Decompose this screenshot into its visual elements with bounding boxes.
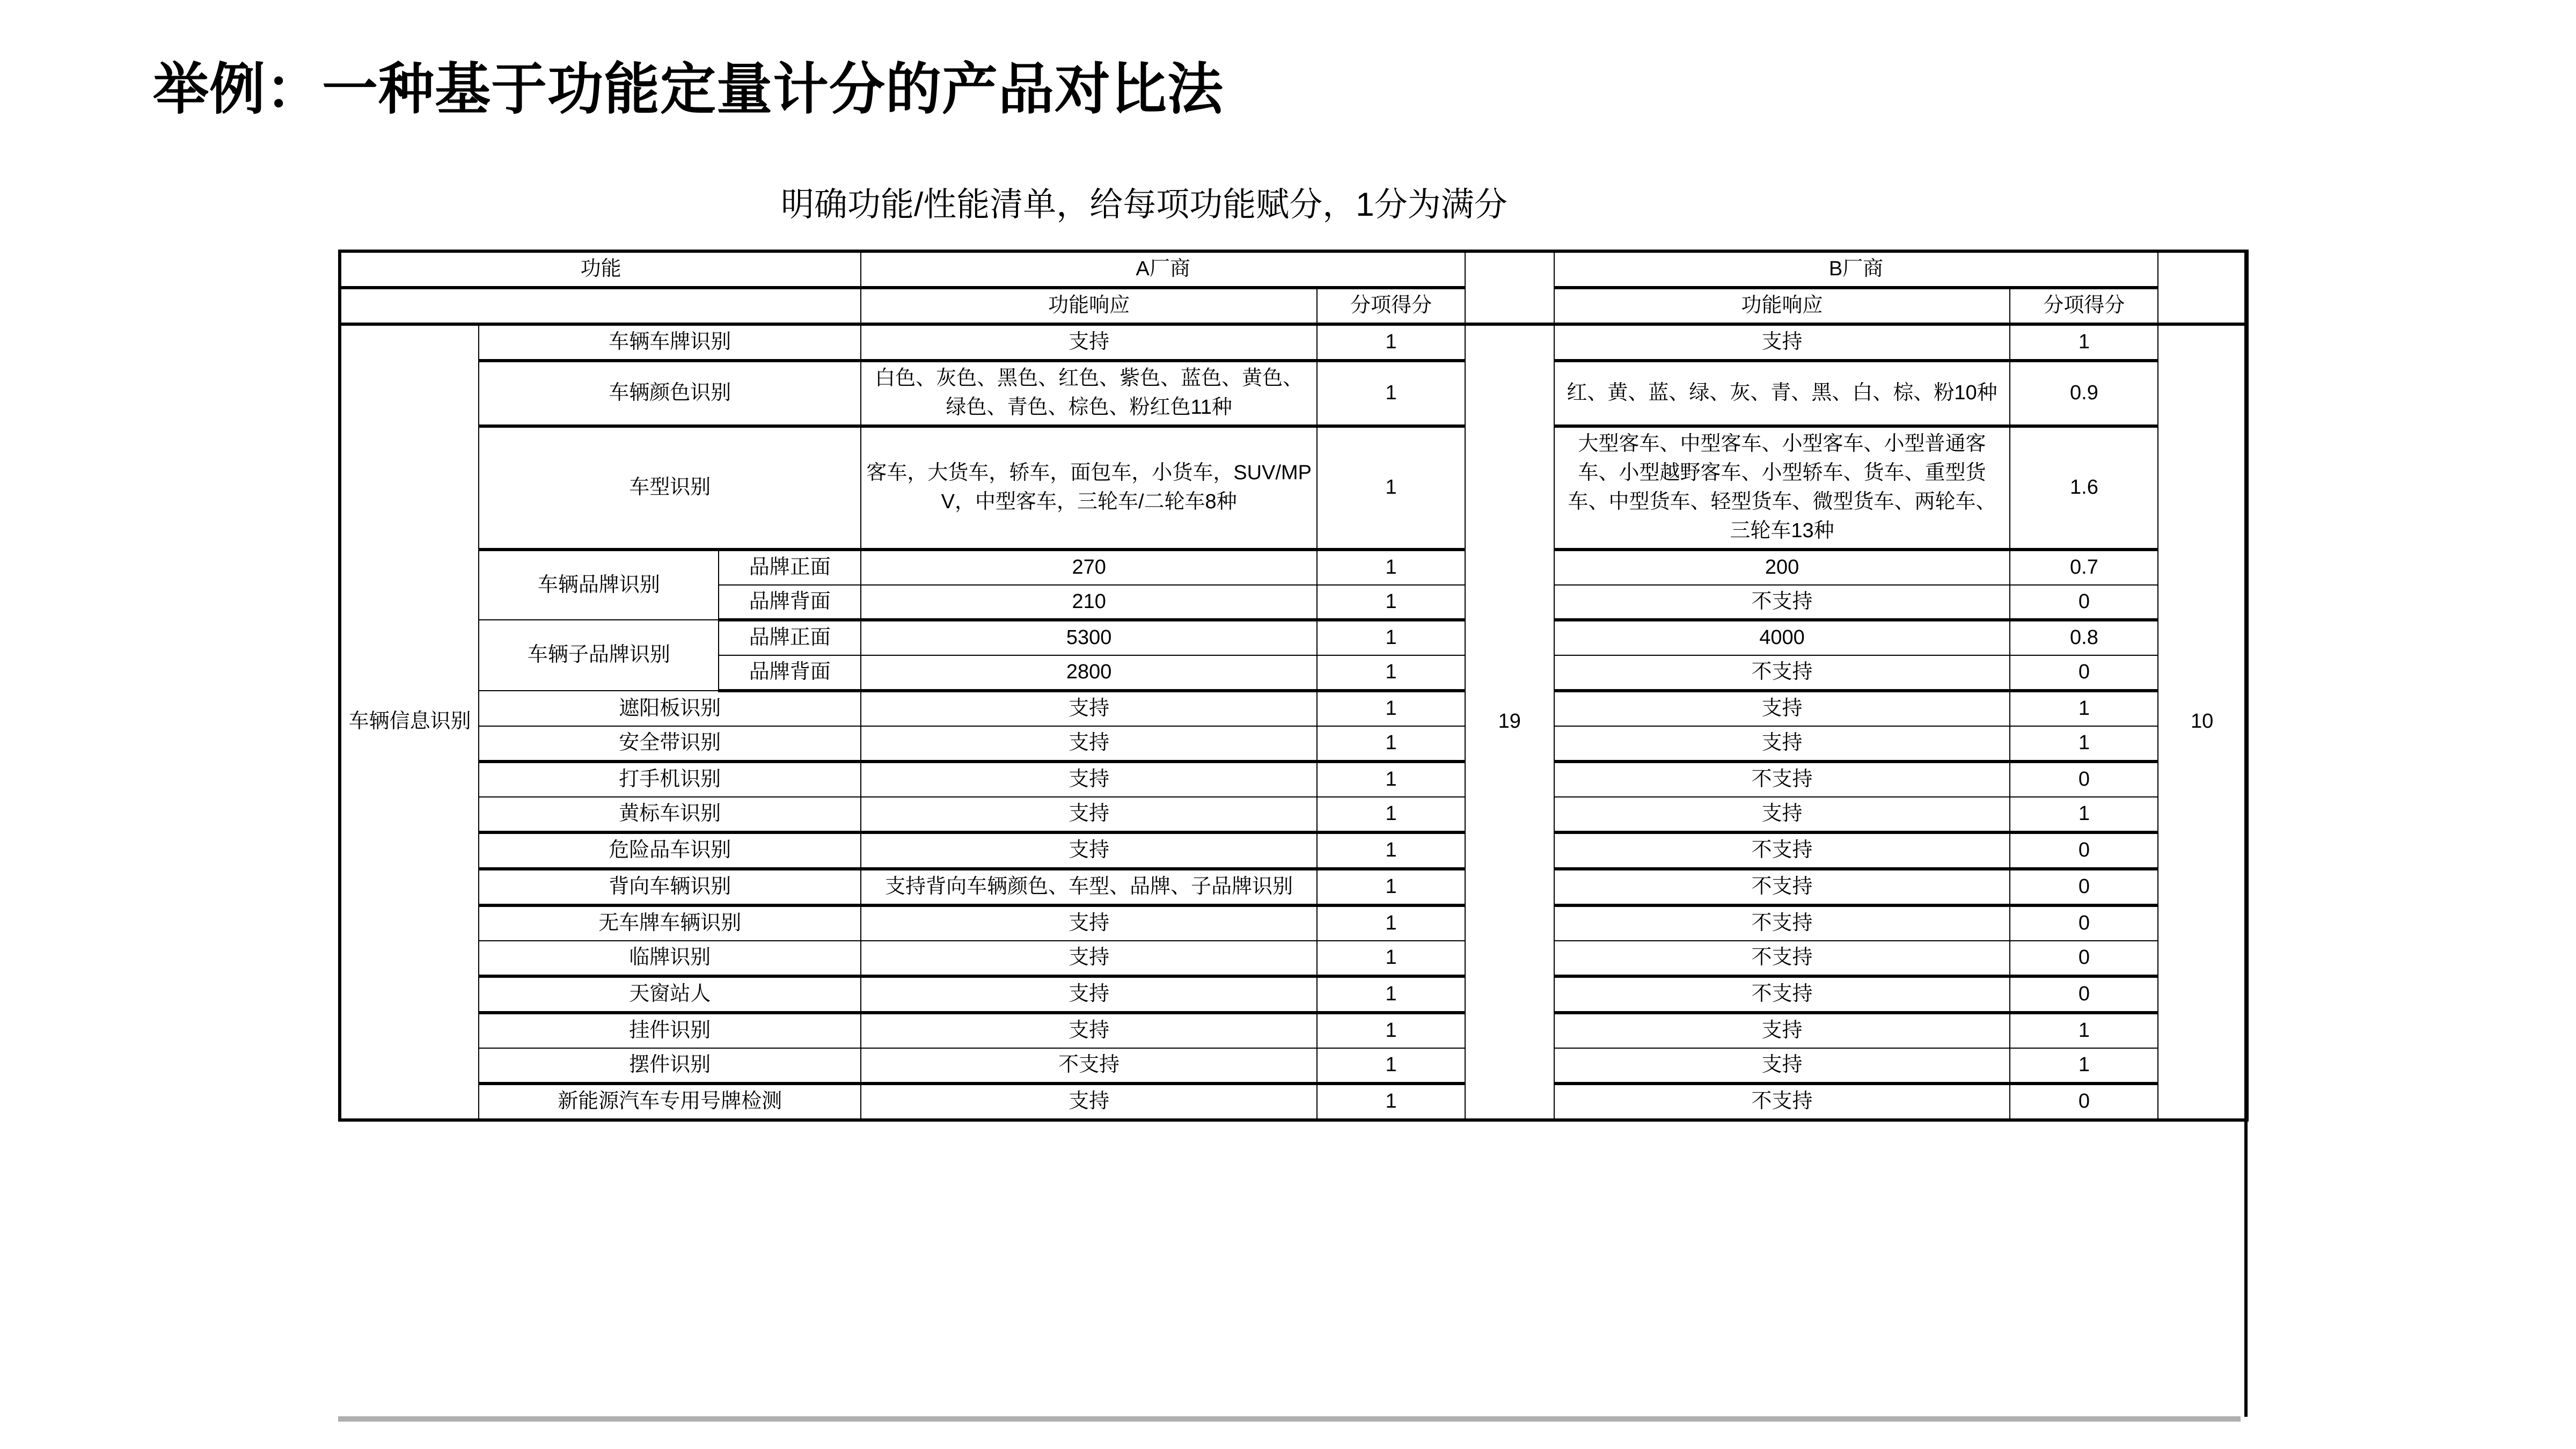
vendor-b-item-score: 0.8 xyxy=(2010,620,2158,655)
feature-name: 车辆子品牌识别 xyxy=(479,620,719,691)
vendor-b-response: 支持 xyxy=(1554,1013,2010,1048)
vendor-b-response: 不支持 xyxy=(1554,905,2010,941)
vendor-b-response: 大型客车、中型客车、小型客车、小型普通客车、小型越野客车、小型轿车、货车、重型货车、中型货车、轻型货车、微型货车、两轮车、三轮车13种 xyxy=(1554,426,2010,550)
page-title: 举例：一种基于功能定量计分的产品对比法 xyxy=(153,58,1224,121)
vendor-a-response: 支持 xyxy=(861,976,1317,1013)
feature-name: 挂件识别 xyxy=(479,1013,861,1048)
vendor-b-item-score: 1.6 xyxy=(2010,426,2158,550)
vendor-b-item-score: 1 xyxy=(2010,797,2158,832)
vendor-b-item-score: 1 xyxy=(2010,726,2158,762)
feature-name: 天窗站人 xyxy=(479,976,861,1013)
header-function: 功能 xyxy=(340,251,861,288)
table-row xyxy=(340,762,2247,797)
table-row xyxy=(340,797,2247,832)
vendor-b-item-score: 1 xyxy=(2010,324,2158,361)
vendor-b-total-score: 10 xyxy=(2158,324,2247,1120)
vendor-b-item-score: 0.7 xyxy=(2010,550,2158,585)
vendor-b-response: 不支持 xyxy=(1554,1084,2010,1120)
table-row xyxy=(340,691,2247,726)
vendor-b-item-score: 0 xyxy=(2010,585,2158,620)
vendor-b-response: 不支持 xyxy=(1554,941,2010,976)
header-spacer-b-total xyxy=(2158,251,2247,324)
vendor-a-item-score: 1 xyxy=(1317,905,1465,941)
table-row xyxy=(340,832,2247,869)
vendor-a-item-score: 1 xyxy=(1317,869,1465,905)
table-row xyxy=(340,361,2247,426)
comparison-table xyxy=(338,250,2249,1122)
feature-sub-label: 品牌背面 xyxy=(719,585,861,620)
feature-name: 车辆车牌识别 xyxy=(479,324,861,361)
vendor-a-item-score: 1 xyxy=(1317,762,1465,797)
vendor-b-item-score: 0 xyxy=(2010,762,2158,797)
feature-name: 无车牌车辆识别 xyxy=(479,905,861,941)
vendor-b-response: 200 xyxy=(1554,550,2010,585)
vendor-b-response: 红、黄、蓝、绿、灰、青、黑、白、棕、粉10种 xyxy=(1554,361,2010,426)
vendor-a-response: 支持 xyxy=(861,762,1317,797)
vendor-b-response: 不支持 xyxy=(1554,655,2010,691)
comparison-table-wrapper xyxy=(338,250,2249,1122)
vendor-a-response: 210 xyxy=(861,585,1317,620)
vendor-a-item-score: 1 xyxy=(1317,655,1465,691)
vendor-a-response: 支持 xyxy=(861,1084,1317,1120)
vendor-b-item-score: 1 xyxy=(2010,1013,2158,1048)
vendor-b-response: 支持 xyxy=(1554,797,2010,832)
feature-sub-label: 品牌背面 xyxy=(719,655,861,691)
feature-name: 背向车辆识别 xyxy=(479,869,861,905)
feature-name: 新能源汽车专用号牌检测 xyxy=(479,1084,861,1120)
header-spacer-a-total xyxy=(1465,251,1554,324)
table-row xyxy=(340,726,2247,762)
vendor-b-item-score: 0 xyxy=(2010,869,2158,905)
vendor-a-response: 支持 xyxy=(861,941,1317,976)
vendor-a-response: 2800 xyxy=(861,655,1317,691)
header-item-score-a: 分项得分 xyxy=(1317,288,1465,324)
vendor-a-item-score: 1 xyxy=(1317,426,1465,550)
table-row xyxy=(340,324,2247,361)
vendor-a-item-score: 1 xyxy=(1317,620,1465,655)
feature-sub-label: 品牌正面 xyxy=(719,550,861,585)
vendor-b-response: 4000 xyxy=(1554,620,2010,655)
vendor-b-response: 不支持 xyxy=(1554,762,2010,797)
table-header-sub xyxy=(340,288,2247,324)
feature-name: 遮阳板识别 xyxy=(479,691,861,726)
feature-name: 车型识别 xyxy=(479,426,861,550)
table-header-top xyxy=(340,251,2247,288)
vendor-b-item-score: 1 xyxy=(2010,1048,2158,1084)
feature-name: 摆件识别 xyxy=(479,1048,861,1084)
vendor-a-response: 支持 xyxy=(861,324,1317,361)
vendor-a-response: 支持背向车辆颜色、车型、品牌、子品牌识别 xyxy=(861,869,1317,905)
header-function-sub xyxy=(340,288,861,324)
table-row xyxy=(340,905,2247,941)
table-row xyxy=(340,941,2247,976)
feature-name: 危险品车识别 xyxy=(479,832,861,869)
vendor-b-item-score: 0 xyxy=(2010,1084,2158,1120)
table-row xyxy=(340,1013,2247,1048)
vendor-b-item-score: 0 xyxy=(2010,655,2158,691)
table-right-edge xyxy=(2244,250,2248,1417)
vendor-a-response: 支持 xyxy=(861,905,1317,941)
feature-sub-label: 品牌正面 xyxy=(719,620,861,655)
vendor-a-response: 支持 xyxy=(861,1013,1317,1048)
feature-name: 临牌识别 xyxy=(479,941,861,976)
vendor-a-response: 客车，大货车，轿车，面包车，小货车，SUV/MPV，中型客车，三轮车/二轮车8种 xyxy=(861,426,1317,550)
vendor-a-item-score: 1 xyxy=(1317,550,1465,585)
vendor-a-response: 白色、灰色、黑色、红色、紫色、蓝色、黄色、绿色、青色、棕色、粉红色11种 xyxy=(861,361,1317,426)
vendor-a-item-score: 1 xyxy=(1317,941,1465,976)
table-row xyxy=(340,426,2247,550)
vendor-b-response: 支持 xyxy=(1554,1048,2010,1084)
vendor-a-item-score: 1 xyxy=(1317,832,1465,869)
vendor-a-response: 5300 xyxy=(861,620,1317,655)
vendor-b-response: 不支持 xyxy=(1554,585,2010,620)
feature-name: 车辆品牌识别 xyxy=(479,550,719,620)
header-vendor-b: B厂商 xyxy=(1554,251,2158,288)
table-row xyxy=(340,550,2247,585)
vendor-b-response: 不支持 xyxy=(1554,832,2010,869)
vendor-b-item-score: 1 xyxy=(2010,691,2158,726)
vendor-b-item-score: 0 xyxy=(2010,941,2158,976)
slide-subtitle: 明确功能/性能清单，给每项功能赋分，1分为满分 xyxy=(781,186,1507,223)
vendor-b-item-score: 0 xyxy=(2010,976,2158,1013)
vendor-a-item-score: 1 xyxy=(1317,1013,1465,1048)
vendor-a-item-score: 1 xyxy=(1317,324,1465,361)
vendor-a-item-score: 1 xyxy=(1317,1048,1465,1084)
vendor-a-response: 270 xyxy=(861,550,1317,585)
vendor-a-item-score: 1 xyxy=(1317,691,1465,726)
vendor-a-item-score: 1 xyxy=(1317,797,1465,832)
vendor-a-response: 支持 xyxy=(861,797,1317,832)
vendor-a-response: 支持 xyxy=(861,726,1317,762)
vendor-a-total-score: 19 xyxy=(1465,324,1554,1120)
vendor-a-item-score: 1 xyxy=(1317,976,1465,1013)
feature-name: 打手机识别 xyxy=(479,762,861,797)
table-row xyxy=(340,869,2247,905)
header-response-b: 功能响应 xyxy=(1554,288,2010,324)
vendor-b-item-score: 0 xyxy=(2010,832,2158,869)
header-response-a: 功能响应 xyxy=(861,288,1317,324)
feature-name: 安全带识别 xyxy=(479,726,861,762)
vendor-a-item-score: 1 xyxy=(1317,361,1465,426)
bottom-clip-bar xyxy=(338,1416,2241,1422)
vendor-b-item-score: 0 xyxy=(2010,905,2158,941)
vendor-a-item-score: 1 xyxy=(1317,1084,1465,1120)
vendor-a-response: 支持 xyxy=(861,832,1317,869)
vendor-b-response: 支持 xyxy=(1554,726,2010,762)
table-row xyxy=(340,620,2247,655)
group-label-vehicle-info: 车辆信息识别 xyxy=(340,324,479,1120)
vendor-a-item-score: 1 xyxy=(1317,726,1465,762)
vendor-a-response: 支持 xyxy=(861,691,1317,726)
vendor-b-response: 不支持 xyxy=(1554,976,2010,1013)
vendor-a-response: 不支持 xyxy=(861,1048,1317,1084)
vendor-b-response: 不支持 xyxy=(1554,869,2010,905)
header-vendor-a: A厂商 xyxy=(861,251,1465,288)
header-item-score-b: 分项得分 xyxy=(2010,288,2158,324)
vendor-a-item-score: 1 xyxy=(1317,585,1465,620)
feature-name: 车辆颜色识别 xyxy=(479,361,861,426)
feature-name: 黄标车识别 xyxy=(479,797,861,832)
vendor-b-item-score: 0.9 xyxy=(2010,361,2158,426)
table-row xyxy=(340,1084,2247,1120)
table-row xyxy=(340,1048,2247,1084)
vendor-b-response: 支持 xyxy=(1554,324,2010,361)
table-row xyxy=(340,976,2247,1013)
vendor-b-response: 支持 xyxy=(1554,691,2010,726)
